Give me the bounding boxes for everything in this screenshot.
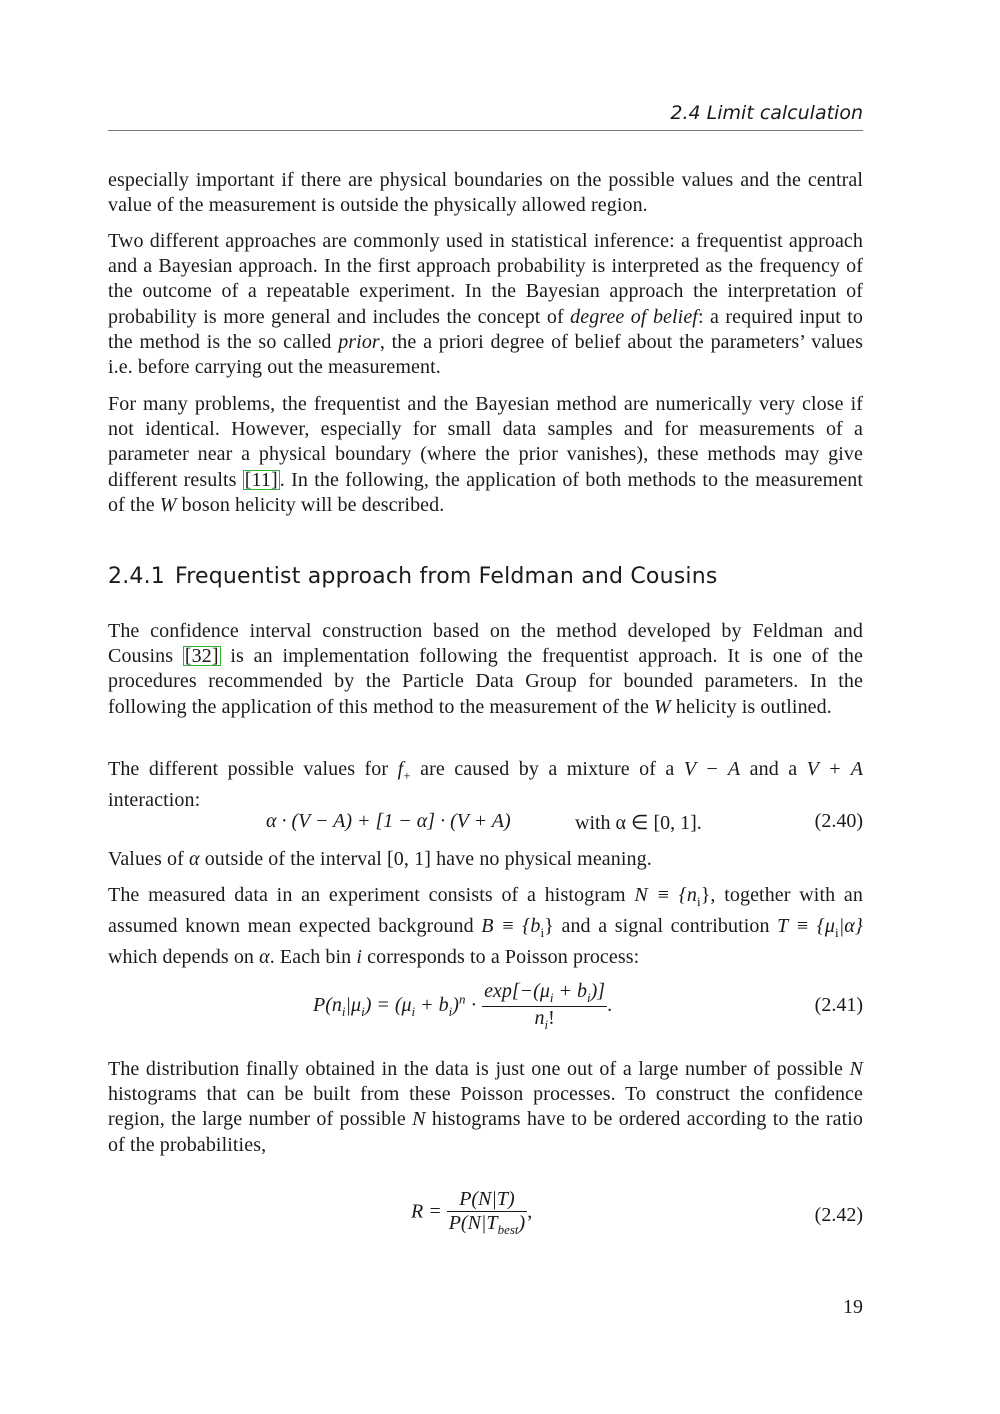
- math-alpha: α: [259, 946, 270, 969]
- section-title-text: Frequentist approach from Feldman and Cousins: [174, 564, 718, 589]
- equation-2-41: [108, 978, 863, 1038]
- math-T: |α}: [838, 915, 863, 938]
- math-W: W: [159, 493, 177, 516]
- section-heading: [108, 564, 718, 589]
- text: Values of: [108, 848, 189, 870]
- paragraph-2: [108, 229, 863, 380]
- text: boson helicity will be described.: [176, 493, 445, 516]
- text: Two different approaches are commonly used in statistical inference: a frequentist approach and a Bayesian approach. In the first approach probability is interpreted as the frequency of the outcome of a repeatable experiment. In the Bayesian approach the interpretation of probability is more general and includes the concept of: [108, 230, 863, 328]
- running-title: 2.4 Limit calculation: [670, 102, 863, 124]
- text: , the a priori degree of belief about the parameters’ values i.e. before carrying out the measurement.: [108, 330, 863, 379]
- text: . Each bin: [269, 946, 357, 969]
- equation-number: (2.42): [814, 1204, 863, 1226]
- text: and a: [740, 758, 807, 780]
- fraction: $\frac{P(N|T)}{P(N|T_{best})}$: [448, 1188, 526, 1237]
- equation-2-42: [108, 1186, 863, 1246]
- text: corresponds to a Poisson process:: [362, 946, 640, 969]
- math-N: N ≡ {n: [634, 884, 697, 906]
- paragraph-1-text: especially important if there are physical boundaries on the possible values and the central value of the measurement is outside the physically allowed region.: [108, 169, 863, 217]
- running-header: [108, 100, 863, 131]
- paragraph-4: [108, 619, 863, 720]
- paragraph-6: [108, 847, 863, 872]
- citation-link[interactable]: [32]: [184, 645, 219, 668]
- math-W: W: [654, 695, 671, 718]
- paragraph-3: [108, 392, 863, 518]
- text: The confidence interval construction based on the method developed by Feldman and Cousins: [108, 620, 863, 668]
- math-alpha: α: [188, 848, 200, 870]
- math-f: f: [397, 758, 404, 780]
- math-subscript: i: [696, 894, 701, 909]
- text: . In the following, the application of both methods to the measurement of the: [108, 468, 863, 516]
- math-subscript: i: [540, 925, 545, 941]
- math-subscript: i: [834, 925, 839, 941]
- citation-link[interactable]: [11]: [244, 468, 278, 491]
- text: is an implementation following the frequentist approach. It is one of the procedures recommended by the Particle Data Group for bounded parameters. In the following the application of this method to the measurement of the: [108, 645, 863, 718]
- equation-expression: $P(n_i|\mu_i) = (\mu_i + b_i)^n$ · $\frac{\exp[-(\mu_i + b_i)]}{n_i!}$ .: [313, 980, 613, 1032]
- math-v-minus-a: V − A: [683, 758, 741, 780]
- paragraph-8: [108, 1057, 863, 1158]
- section-number: 2.4.1: [108, 564, 165, 589]
- math-N: N: [849, 1058, 863, 1080]
- equation-condition: with α ∈ [0, 1].: [575, 812, 702, 834]
- math-i: i: [356, 946, 363, 969]
- text: outside of the interval [0, 1] have no physical meaning.: [199, 848, 652, 870]
- text: } and a signal contribution: [544, 915, 778, 938]
- text: histograms that can be built from these Poisson processes. To construct the confidence region, the large number of possible: [108, 1083, 863, 1131]
- math-B: B ≡ {b: [481, 915, 541, 938]
- page-number: 19: [843, 1296, 863, 1318]
- text: The distribution finally obtained in the data is just one out of a large number of possible: [108, 1058, 850, 1080]
- text: }, together with an assumed known mean expected background: [108, 884, 863, 938]
- equation-expression: R = $\frac{P(N|T)}{P(N|T_{best})}$ ,: [411, 1188, 533, 1237]
- emphasis-prior: prior: [338, 330, 380, 353]
- text: The measured data in an experiment consists of a histogram: [108, 884, 635, 906]
- equation-number: (2.41): [814, 994, 863, 1016]
- emphasis-degree-of-belief: degree of belief: [570, 305, 698, 328]
- math-N: N: [412, 1108, 426, 1131]
- paragraph-1: [108, 168, 863, 218]
- paragraph-5: [108, 757, 863, 813]
- fraction: $\frac{\exp[-(\mu_i + b_i)]}{n_i!}$: [484, 980, 606, 1032]
- math-subscript: +: [403, 768, 411, 783]
- text: For many problems, the frequentist and the Bayesian method are numerically very close if not identical. However, especially for small data samples and for measurements of a parameter near a physical boundary (where the prior vanishes), these methods may give different results: [108, 393, 863, 491]
- text: histograms have to be ordered according to the ratio of the probabilities,: [108, 1108, 863, 1156]
- equation-2-40: [108, 810, 863, 840]
- math-v-plus-a: V + A: [806, 758, 864, 780]
- text: interaction:: [108, 789, 201, 812]
- equation-expression: α · (V − A) + [1 − α] · (V + A): [266, 810, 511, 832]
- equation-number: (2.40): [814, 810, 863, 832]
- text: : a required input to the method is the so called: [108, 305, 864, 353]
- text: helicity is outlined.: [670, 695, 832, 718]
- math-T: T ≡ {μ: [777, 915, 835, 938]
- text: which depends on: [108, 946, 260, 969]
- text: The different possible values for: [108, 758, 398, 780]
- paragraph-7: [108, 883, 863, 971]
- text: are caused by a mixture of a: [410, 758, 684, 780]
